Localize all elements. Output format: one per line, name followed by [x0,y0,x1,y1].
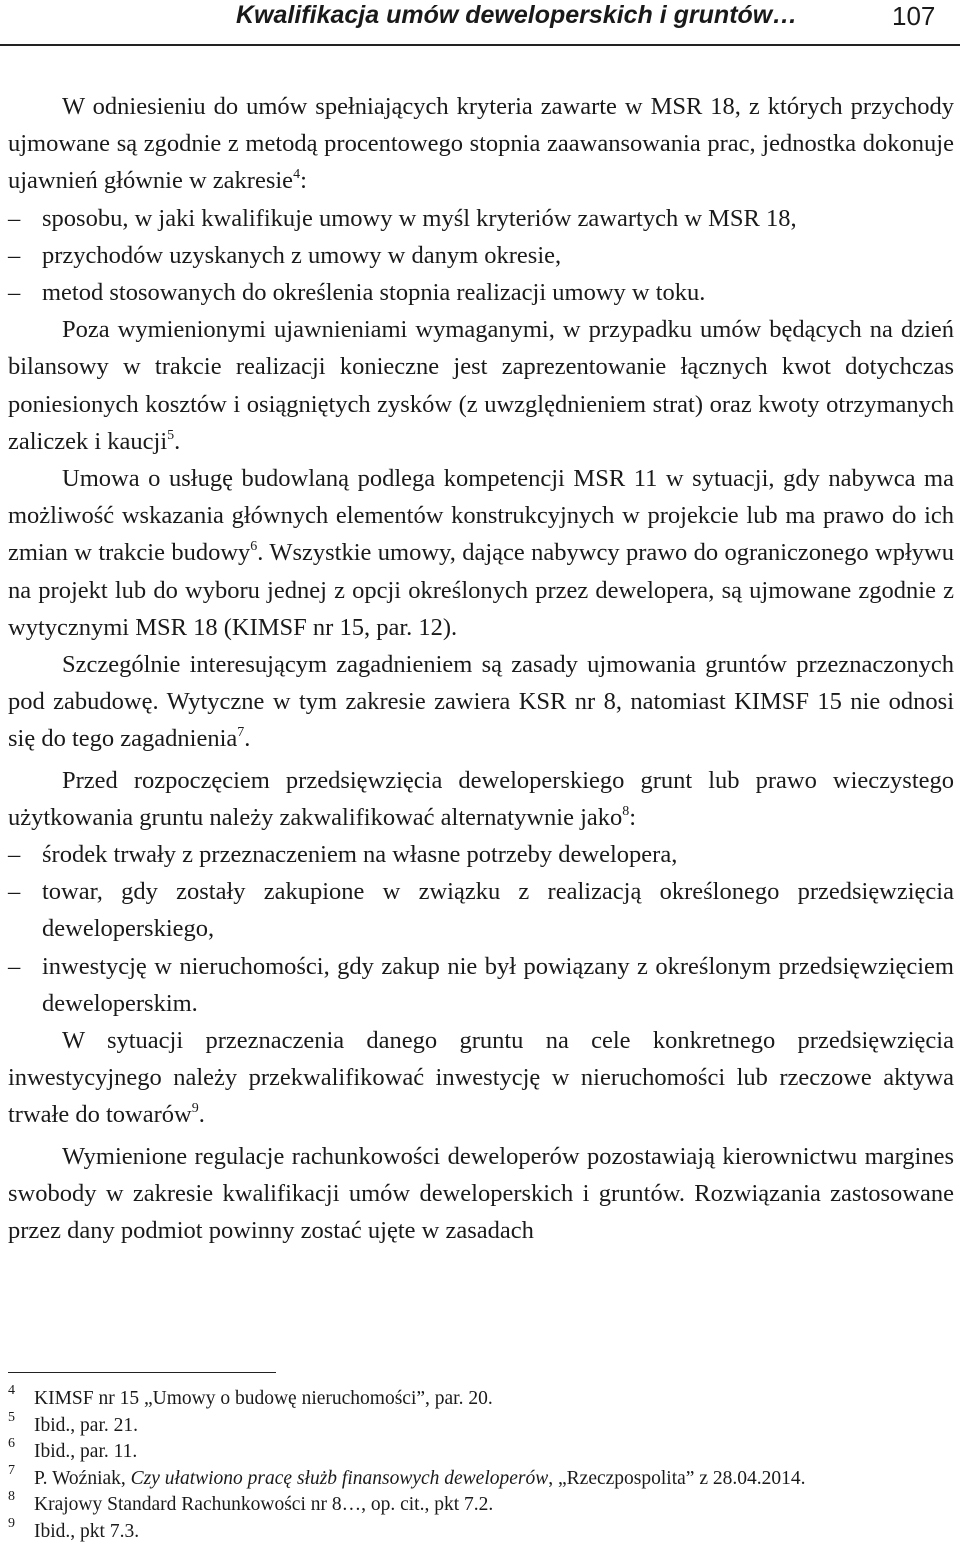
paragraph-6-text: W sytuacji przeznaczenia danego gruntu na cele konkretnego przedsięwzięcia inwestycyjnego należy przekwalifikować inwestycję w nieruchomości lub rzeczowe aktywa trwałe do towarów [8,1027,954,1129]
footnote-6 [8,1436,954,1466]
paragraph-6 [8,1022,954,1134]
footnote-ref-6[interactable]: 6 [250,539,258,555]
paragraph-5 [8,762,954,836]
paragraph-2-text: Poza wymienionymi ujawnieniami wymaganymi, w przypadku umów będących na dzień bilansowy w trakcie realizacji konieczne jest zaprezentowanie łącznych kwot dotychczas poniesionych kosztów i osiągniętych zysków (z uwzględnieniem strat) oraz kwoty otrzymanych zaliczek i kaucji [8,316,954,455]
running-title: Kwalifikacja umów deweloperskich i gruntów… [236,1,798,29]
paragraph-7 [8,1138,954,1250]
paragraph-3-tail: . Wszystkie umowy, dające nabywcy prawo do ograniczonego wpływu na projekt lub do wyboru jednej z opcji określonych przez dewelopera, są ujmowane zgodnie z wytycznymi MSR 18 (KIMSF nr 15, par. 12). [8,539,954,641]
footnote-7 [8,1462,954,1493]
body-text [8,88,954,1249]
footnote-ref-7[interactable]: 7 [237,725,245,741]
footnote-number: 9 [8,1515,15,1531]
paragraph-4-tail: . [244,725,251,753]
list-item: – sposobu, w jaki kwalifikuje umowy w myśl kryteriów zawartych w MSR 18, [8,200,954,237]
paragraph-7-text: Wymienione regulacje rachunkowości deweloperów pozostawiają kierownictwu margines swobody w zakresie kwalifikacji umów deweloperskich i gruntów. Rozwiązania zastosowane przez dany podmiot powinny zostać ujęte w zasadach [8,1142,954,1245]
footnote-text: Ibid., pkt 7.3. [34,1520,140,1542]
land-classification-list [8,836,954,1022]
page-number: 107 [892,1,936,31]
list-item: – towar, gdy zostały zakupione w związku z realizacją określonego przedsięwzięcia deweloperskiego, [8,873,954,947]
footnote-ref-5[interactable]: 5 [167,427,175,443]
paragraph-1 [8,88,954,200]
footnote-5 [8,1409,954,1440]
paragraph-2 [8,311,954,460]
list-item: – metod stosowanych do określenia stopnia realizacji umowy w toku. [8,274,954,311]
footnote-author: P. Woźniak, [34,1467,131,1489]
paragraph-1-text: W odniesieniu do umów spełniających kryteria zawarte w MSR 18, z których przychody ujmowane są zgodnie z metodą procentowego stopnia zaawansowania prac, jednostka dokonuje ujawnień głównie w zakresie [8,93,954,195]
paragraph-3 [8,460,954,646]
footnote-number: 8 [8,1489,15,1505]
footnote-4 [8,1383,954,1413]
footnote-8 [8,1489,954,1519]
footnote-ref-8[interactable]: 8 [622,803,630,819]
footnote-divider [8,1372,276,1373]
paragraph-3-text: Umowa o usługę budowlaną podlega kompetencji MSR 11 w sytuacji, gdy nabywca ma możliwość wskazania głównych elementów konstrukcyjnych w projekcie lub ma prawo do ich zmian w trakcie budowy [8,465,954,567]
paragraph-5-text: Przed rozpoczęciem przedsięwzięcia deweloperskiego grunt lub prawo wieczystego użytkowania gruntu należy zakwalifikować alternatywnie jako [8,766,954,831]
footnote-article-title: Czy ułatwiono pracę służb finansowych deweloperów [130,1467,549,1489]
footnote-number: 6 [8,1436,15,1452]
paragraph-4 [8,646,954,758]
paragraph-2-tail: . [174,427,181,455]
footnote-text: Krajowy Standard Rachunkowości nr 8…, op. cit., pkt 7.2. [34,1494,494,1516]
footnote-9 [8,1515,954,1546]
list-item: – inwestycję w nieruchomości, gdy zakup nie był powiązany z określonym przedsięwzięciem deweloperskim. [8,948,954,1022]
footnote-ref-4[interactable]: 4 [293,167,301,183]
disclosure-list [8,200,954,312]
footnote-number: 5 [8,1409,15,1425]
paragraph-4-text: Szczególnie interesującym zagadnieniem są zasady ujmowania gruntów przeznaczonych pod zabudowę. Wytyczne w tym zakresie zawiera KSR nr 8, natomiast KIMSF 15 nie odnosi się do tego zagadnienia [8,651,954,753]
footnote-ref-9[interactable]: 9 [191,1101,199,1117]
paragraph-5-tail: : [629,803,637,831]
paragraph-1-tail: : [300,167,307,195]
footnote-source: , „Rzeczpospolita” z 28.04.2014. [548,1467,806,1489]
footnote-text: Ibid., par. 11. [34,1441,138,1463]
paragraph-6-tail: . [198,1101,205,1129]
footnote-number: 7 [8,1462,15,1478]
list-item: – środek trwały z przeznaczeniem na własne potrzeby dewelopera, [8,836,954,873]
list-item: – przychodów uzyskanych z umowy w danym okresie, [8,237,954,274]
footnote-number: 4 [8,1383,15,1398]
footnote-text: KIMSF nr 15 „Umowy o budowę nieruchomości”, par. 20. [34,1388,493,1409]
footnote-text: Ibid., par. 21. [34,1414,138,1436]
footnotes [8,1383,954,1546]
running-header [0,0,960,46]
